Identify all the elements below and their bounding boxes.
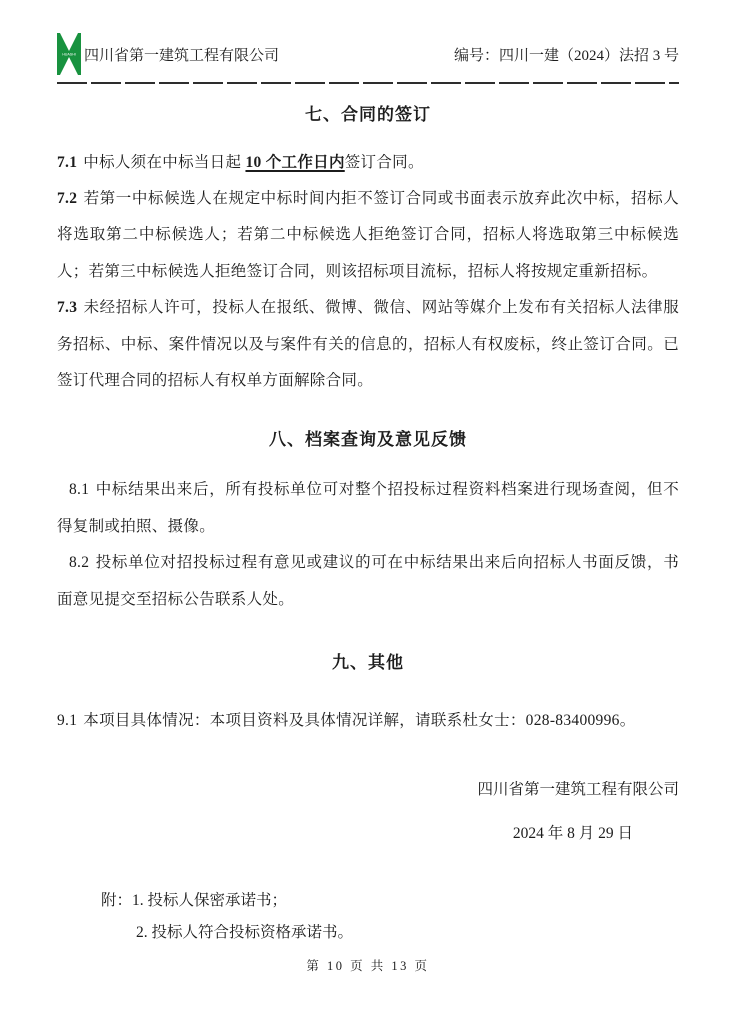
clause-7-3 (57, 290, 679, 399)
svg-text:HUASHI: HUASHI (62, 52, 76, 57)
clause-emphasis: 10 个工作日内 (245, 153, 345, 171)
section-title-9: 九、其他 (332, 653, 404, 673)
clause-number: 8.1 (69, 481, 90, 499)
attachments-list (57, 885, 679, 950)
clause-text: 投标单位对招投标过程有意见或建议的可在中标结果出来后向招标人书面反馈，书面意见提交至招标公告联系人处。 (57, 554, 679, 608)
signature-date: 2024 年 8 月 29 日 (512, 824, 633, 842)
header-doc-number: 编号：四川一建（2024）法招 3 号 (453, 47, 679, 64)
clause-text: 本项目具体情况：本项目资料及具体情况详解，请联系杜女士：028-83400996。 (83, 712, 636, 730)
clause-number: 8.2 (69, 554, 90, 572)
page-number-indicator: 第 10 页 共 13 页 (306, 959, 430, 973)
clause-text: 未经招标人许可，投标人在报纸、微博、微信、网站等媒介上发布有关招标人法律服务招标、中标、案件情况以及与案件有关的信息的，招标人有权废标，终止签订合同。已签订代理合同的招标人有权单方面解除合同。 (57, 299, 679, 390)
attachment-line-1 (101, 885, 679, 918)
clause-text: 中标人须在中标当日起 (83, 153, 246, 171)
header-company-name: 四川省第一建筑工程有限公司 (84, 47, 280, 64)
signature-block (57, 774, 679, 849)
attachment-line-2 (101, 917, 679, 950)
attachment-item: 2. 投标人符合投标资格承诺书。 (136, 924, 354, 942)
company-logo-icon (57, 33, 81, 75)
signature-company: 四川省第一建筑工程有限公司 (477, 780, 679, 798)
attachment-item: 1. 投标人保密承诺书； (132, 891, 288, 909)
section-title-7: 七、合同的签订 (305, 104, 431, 124)
section-title-8: 八、档案查询及意见反馈 (269, 430, 467, 450)
clause-text: 签订合同。 (344, 153, 424, 171)
clause-8-2 (57, 545, 679, 618)
clause-number: 7.3 (57, 299, 78, 317)
header-divider (57, 82, 679, 84)
document-header (57, 33, 679, 75)
clause-7-1 (57, 145, 679, 181)
clause-text: 若第一中标候选人在规定中标时间内拒不签订合同或书面表示放弃此次中标，招标人将选取第二中标候选人；若第二中标候选人拒绝签订合同，招标人将选取第三中标候选人；若第三中标候选人拒绝签订合同，则该招标项目流标，招标人将按规定重新招标。 (57, 189, 679, 280)
clause-number: 7.2 (57, 189, 78, 207)
clause-7-2 (57, 181, 679, 290)
clause-9-1 (57, 703, 679, 739)
attachments-label: 附： (101, 891, 133, 909)
clause-number: 9.1 (57, 712, 78, 730)
clause-number: 7.1 (57, 153, 78, 171)
clause-text: 中标结果出来后，所有投标单位可对整个招投标过程资料档案进行现场查阅，但不得复制或拍照、摄像。 (57, 481, 679, 535)
clause-8-1 (57, 472, 679, 545)
